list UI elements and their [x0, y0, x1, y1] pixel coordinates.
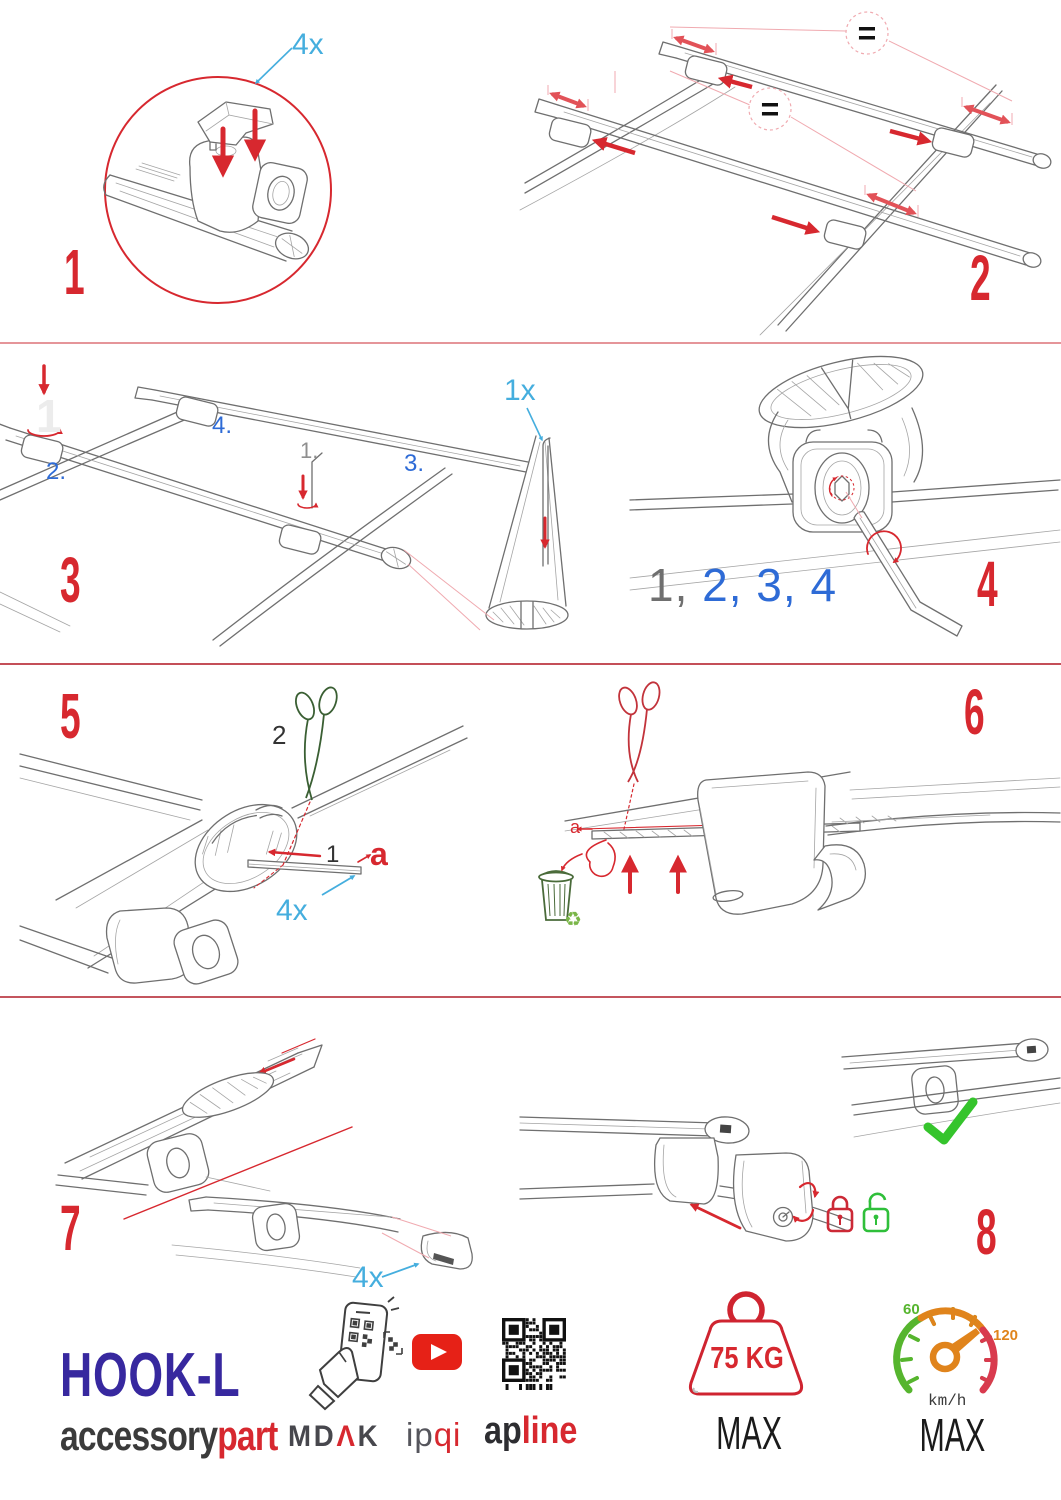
slide-arrow: [692, 1205, 740, 1228]
step-5-insert-label: 1: [326, 841, 340, 868]
slide-arrow: [890, 131, 928, 141]
step-2-number: 2: [970, 242, 991, 314]
spacing-arrow: [966, 107, 1008, 122]
logo-apline: apline: [484, 1410, 578, 1452]
max-weight-value: 75 KG: [710, 1340, 784, 1375]
qty-pointer: [322, 876, 354, 895]
logo-mdak: MDΛK: [288, 1420, 381, 1453]
foot-body: [190, 137, 262, 232]
bar-opening: [179, 787, 313, 910]
divider-3: [0, 996, 1061, 998]
qty-pointer: [382, 1264, 418, 1277]
qr-code: [502, 1318, 566, 1392]
step-3-label-2: 2.: [46, 458, 67, 485]
max-speed-label: MAX: [919, 1409, 986, 1461]
slide-arrow: [260, 1059, 294, 1073]
step-4-number: 4: [977, 548, 998, 620]
foot-cover: [698, 772, 825, 914]
trash-bin-icon: [539, 871, 582, 931]
step-1-diagram: [40, 25, 350, 330]
unlocked-icon: [864, 1194, 888, 1231]
step-5-dim-label: a: [370, 836, 388, 872]
slide-arrow: [772, 217, 816, 231]
speed-60-label: 60: [903, 1301, 920, 1318]
lock-cover: [734, 1153, 813, 1241]
slide-arrow: [596, 141, 635, 153]
divider-2: [0, 663, 1061, 665]
scissors-icon: [616, 680, 663, 782]
claw-clamp: [793, 430, 892, 532]
speed-120-label: 120: [993, 1327, 1019, 1344]
step-6-number: 6: [964, 676, 985, 748]
step-2-diagram: [520, 5, 1060, 335]
foot-clamp: [20, 908, 241, 987]
equal-badge: [749, 88, 791, 130]
hook-clamp: [814, 845, 865, 910]
svg-text:=: =: [857, 15, 877, 51]
step-5-cut-label: 2: [272, 720, 287, 750]
qty-pointer: [527, 408, 542, 440]
logo-ipqi: ipqi: [406, 1416, 462, 1453]
equal-badge: [846, 12, 888, 54]
step-7-diagram: [30, 1005, 520, 1305]
step-3-label-1: 1.: [300, 438, 319, 463]
divider-1: [0, 342, 1061, 344]
step-3-label-4: 4.: [212, 412, 233, 439]
step-3-label-3: 3.: [404, 450, 425, 477]
spacing-arrow: [676, 38, 712, 51]
end-cap: [421, 1232, 472, 1269]
offcut-curl: [586, 840, 615, 876]
step-5-diagram: [20, 668, 470, 996]
step-3-ghost-one: 1: [36, 390, 62, 442]
max-weight-label: MAX: [716, 1407, 782, 1459]
step-1-number: 1: [64, 236, 85, 308]
brand-logo: accessorypart: [60, 1412, 278, 1459]
step-6-diagram: [520, 668, 1060, 996]
recycle-icon: ♻: [564, 909, 582, 931]
slide-arrow: [722, 79, 752, 87]
step-3-number: 3: [60, 544, 81, 616]
step-3-qty-label: 1x: [504, 374, 536, 407]
scan-phone-icon: [312, 1296, 407, 1411]
step-8-number: 8: [976, 1196, 997, 1268]
step-5-number: 5: [60, 680, 81, 752]
product-name: HOOK-L: [60, 1341, 241, 1410]
step-4-sequence: 1, 2, 3, 4: [648, 559, 838, 611]
youtube-icon: [412, 1334, 462, 1370]
qty-pointer: [256, 48, 292, 83]
step-7-qty-label: 4x: [352, 1261, 384, 1294]
speed-unit-label: km/h: [928, 1392, 967, 1410]
rail-cross-section: [752, 343, 930, 442]
step-8-diagram: [520, 1005, 1060, 1305]
step-5-qty-label: 4x: [276, 894, 308, 927]
step-7-number: 7: [60, 1192, 81, 1264]
step-4-diagram: [630, 350, 1060, 663]
foot: [145, 1131, 212, 1195]
tube-cross-section: [486, 436, 568, 629]
scissors-icon: [292, 685, 340, 800]
svg-text:=: =: [760, 91, 780, 127]
step-6-dim-label: a: [570, 817, 581, 837]
step-1-qty-label: 4x: [292, 28, 324, 61]
foot: [911, 1065, 960, 1115]
inspection-hole: [177, 1064, 278, 1127]
foot: [251, 1202, 301, 1252]
